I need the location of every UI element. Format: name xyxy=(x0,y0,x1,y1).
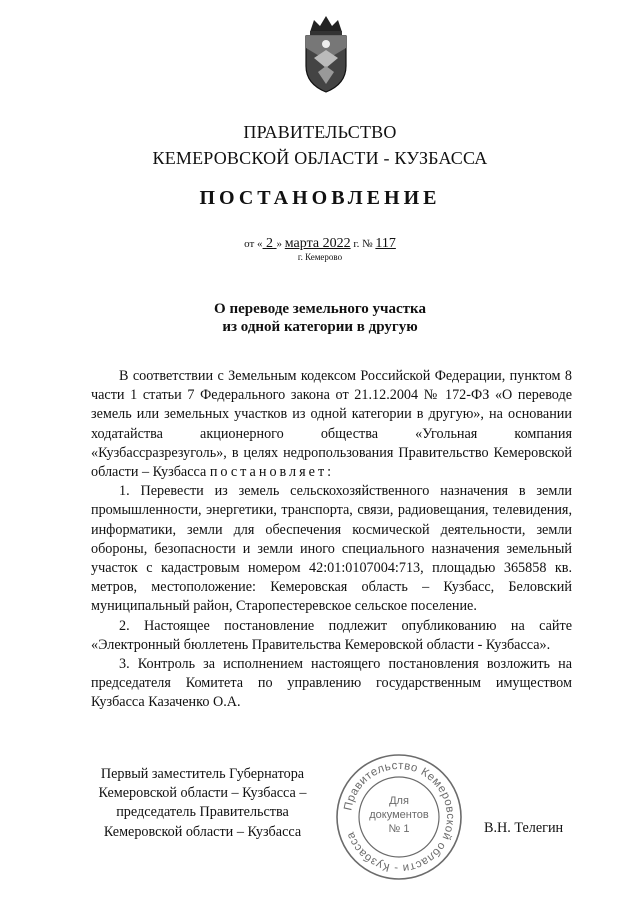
official-stamp xyxy=(334,752,464,882)
region-title: КЕМЕРОВСКОЙ ОБЛАСТИ - КУЗБАССА xyxy=(152,148,488,168)
item-1: 1. Перевести из земель сельскохозяйственного назначения в земли промышленности, энергетики, транспорта, связи, радиовещания, телевидения, информатики, земли для обеспечения космической деятельности, земли обороны, безопасности и земли иного специального назначения земельный участок с кадастровым номером 42:01:0107004:713, площадью 365858 кв. метров, местоположение: Кемеровская область – Кузбасс, Беловский муниципальный район, Старопестеревское сельское поселение. xyxy=(91,483,572,615)
government-title: ПРАВИТЕЛЬСТВО xyxy=(243,122,397,142)
document-subject xyxy=(0,300,640,336)
date-number-line xyxy=(0,236,640,252)
stamp-center-line1: Для xyxy=(389,795,409,807)
document-body xyxy=(91,367,572,713)
date-month-year: марта 2022 xyxy=(284,236,351,251)
intro-paragraph: В соответствии с Земельным кодексом Российской Федерации, пунктом 8 части 1 статьи 7 Федерального закона от 21.12.2004 № 172-ФЗ «О переводе земель или земельных участков из одной категории в другую», на основании ходатайства акционерного общества «Угольная компания «Кузбассразрезуголь», в целях недропользования Правительство Кемеровской области – Кузбасса постановляет: xyxy=(91,368,572,481)
document-number: 117 xyxy=(375,236,396,251)
date-prefix: от « xyxy=(244,238,263,250)
date-day: 2 xyxy=(266,236,274,251)
city: г. Кемерово xyxy=(297,252,343,262)
stamp-center-line2: документов xyxy=(369,809,429,821)
spaced-decree-word: постановляет: xyxy=(209,464,335,481)
stamp-ring-text: Правительство Кемеровской области - Кузбасса xyxy=(342,759,457,875)
subject-line2: из одной категории в другую xyxy=(222,319,418,335)
item-3: 3. Контроль за исполнением настоящего постановления возложить на председателя Комитета по управлению государственным имуществом Кузбасса Казаченко О.А. xyxy=(91,656,572,711)
item-2: 2. Настоящее постановление подлежит опубликованию на сайте «Электронный бюллетень Правительства Кемеровской области - Кузбасса». xyxy=(91,617,572,653)
signatory-title: Первый заместитель Губернатора Кемеровской области – Кузбасса – председатель Правительства Кемеровской области – Кузбасса xyxy=(98,766,307,840)
document-type: ПОСТАНОВЛЕНИЕ xyxy=(199,187,441,209)
coat-of-arms-icon xyxy=(300,14,352,94)
date-year-suffix: г. № xyxy=(350,238,373,250)
date-mid: » xyxy=(276,238,285,250)
signatory-name: В.Н. Телегин xyxy=(484,820,564,836)
subject-line1: О переводе земельного участка xyxy=(214,301,426,317)
stamp-center-line3: № 1 xyxy=(388,823,410,835)
